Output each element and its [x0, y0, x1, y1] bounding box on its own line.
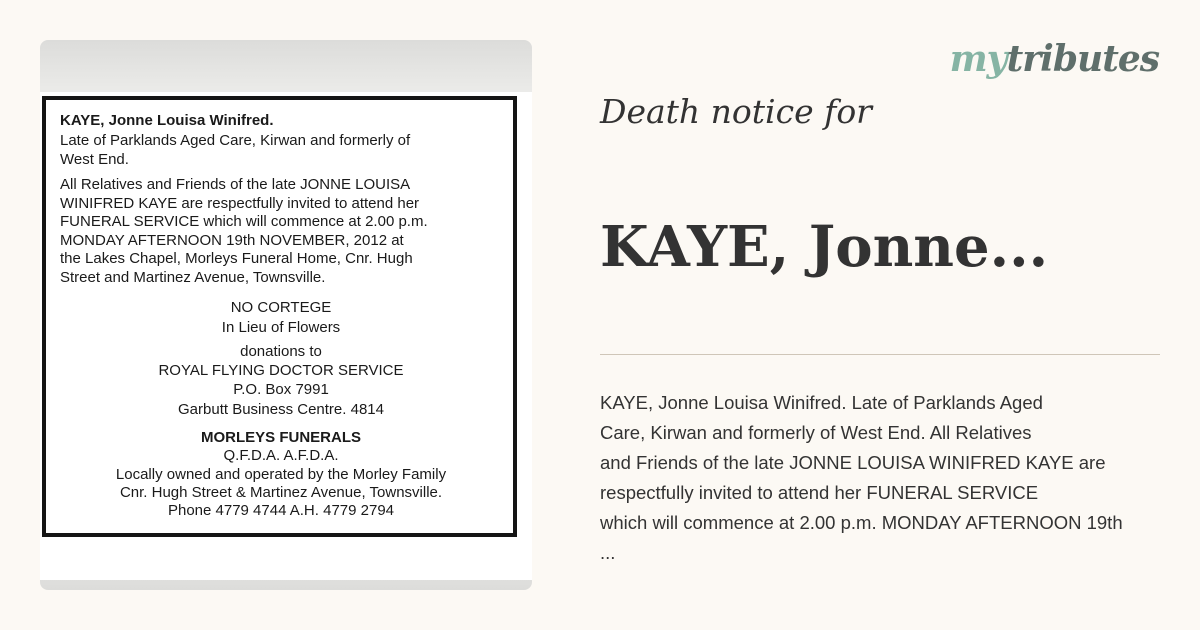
excerpt-line: Care, Kirwan and formerly of West End. All Relatives — [600, 422, 1032, 443]
mytributes-logo[interactable] — [950, 38, 1159, 80]
excerpt-line: and Friends of the late JONNE LOUISA WINIFRED KAYE are — [600, 452, 1106, 473]
notice-address: Cnr. Hugh Street & Martinez Avenue, Townsville. — [119, 484, 443, 501]
divider — [600, 354, 1160, 355]
notice-service-details — [60, 176, 504, 287]
notice-in-lieu: In Lieu of Flowers — [221, 319, 341, 336]
notice-residence — [60, 132, 504, 169]
notice-donations: donations to — [240, 343, 322, 360]
notice-name: KAYE, Jonne Louisa Winifred. — [60, 112, 274, 129]
notice-service-line: MONDAY AFTERNOON 19th NOVEMBER, 2012 at — [60, 231, 404, 249]
notice-service-line: FUNERAL SERVICE which will commence at 2.00 p.m. — [60, 213, 428, 230]
death-notice-image — [40, 40, 532, 590]
page-headline: Death notice for — [600, 92, 872, 131]
notice-no-cortege: NO CORTEGE — [230, 299, 332, 316]
excerpt-line: which will commence at 2.00 p.m. MONDAY AFTERNOON 19th — [600, 512, 1123, 533]
notice-residence-line: Late of Parklands Aged Care, Kirwan and formerly of — [60, 132, 411, 149]
notice-owned: Locally owned and operated by the Morley Family — [115, 466, 447, 483]
excerpt-line: respectfully invited to attend her FUNERAL SERVICE — [600, 482, 1039, 503]
logo-suffix: tributes — [1006, 38, 1159, 80]
notice-service-line: WINIFRED KAYE are respectfully invited to attend her — [60, 194, 420, 212]
notice-scan — [40, 92, 532, 580]
excerpt-line: KAYE, Jonne Louisa Winifred. Late of Parklands Aged — [600, 392, 1043, 413]
notice-excerpt — [600, 388, 1200, 568]
logo-prefix: my — [949, 38, 1007, 80]
notice-phone: Phone 4779 4744 A.H. 4779 2794 — [167, 502, 395, 519]
notice-service-line: Street and Martinez Avenue, Townsville. — [60, 268, 326, 286]
notice-accreditation: Q.F.D.A. A.F.D.A. — [223, 447, 339, 464]
notice-frame — [42, 96, 517, 537]
excerpt-ellipsis: ... — [600, 542, 616, 563]
notice-service-line: the Lakes Chapel, Morleys Funeral Home, Cnr. Hugh — [60, 250, 413, 267]
deceased-name: KAYE, Jonne... — [600, 214, 1049, 280]
notice-charity: ROYAL FLYING DOCTOR SERVICE — [158, 362, 404, 379]
notice-residence-line: West End. — [60, 150, 129, 168]
notice-funeral-home: MORLEYS FUNERALS — [200, 429, 361, 446]
notice-po-box: P.O. Box 7991 — [233, 381, 329, 398]
notice-service-line: All Relatives and Friends of the late JONNE LOUISA — [60, 176, 411, 193]
notice-business-centre: Garbutt Business Centre. 4814 — [178, 401, 384, 418]
